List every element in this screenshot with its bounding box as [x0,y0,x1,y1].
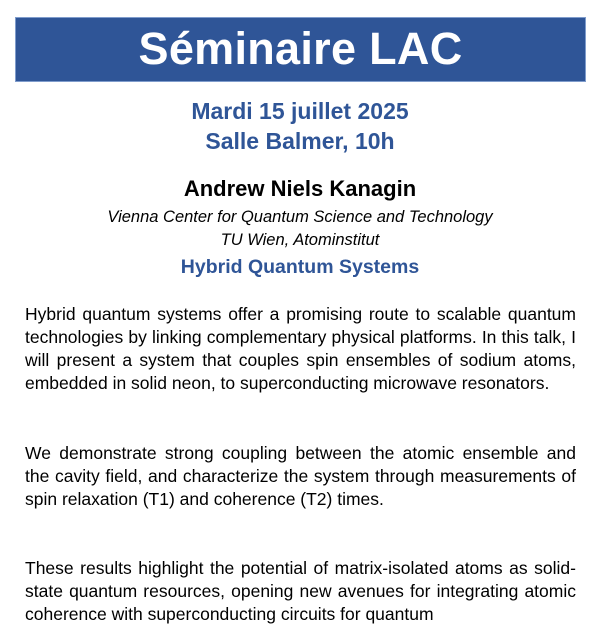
abstract-paragraph-3: These results highlight the potential of matrix-isolated atoms as solid-state quantum resources, opening new avenues for integrating atomic coherence with superconducting circuits for quantum [25,558,576,624]
event-location-time: Salle Balmer, 10h [205,128,395,154]
speaker-affiliation-institute: Vienna Center for Quantum Science and Technology [107,208,493,226]
top-edge-artifact [118,0,140,3]
seminar-banner [15,17,586,82]
talk-title: Hybrid Quantum Systems [180,256,420,278]
abstract-paragraph-1: Hybrid quantum systems offer a promising route to scalable quantum technologies by linking complementary physical platforms. In this talk, I will present a system that couples spin ensembles of sodium atoms, embedded in solid neon, to superconducting microwave resonators. [25,304,576,393]
seminar-title: Séminaire LAC [138,23,463,74]
abstract-paragraph-2: We demonstrate strong coupling between the atomic ensemble and the cavity field, and characterize the system through measurements of spin relaxation (T1) and coherence (T2) times. [25,443,576,509]
speaker-name: Andrew Niels Kanagin [183,176,417,201]
event-date: Mardi 15 juillet 2025 [191,98,409,124]
event-info [0,96,600,156]
speaker-affiliation-university: TU Wien, Atominstitut [220,231,380,249]
